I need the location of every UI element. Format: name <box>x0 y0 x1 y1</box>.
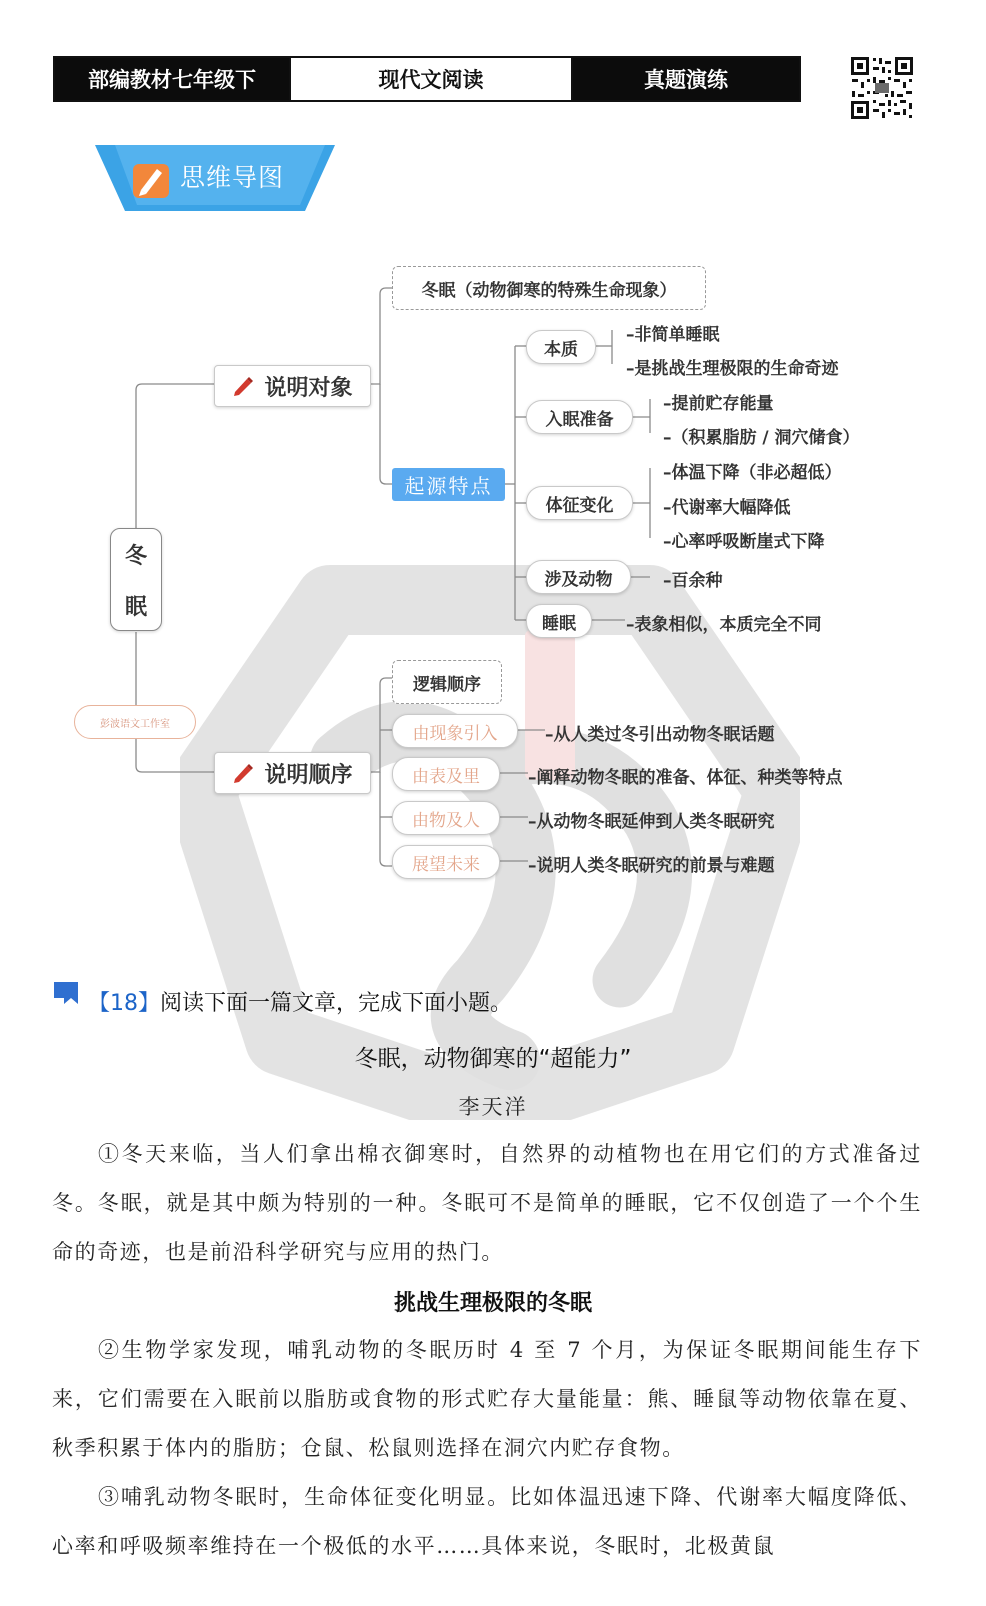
branch-explain-object <box>214 365 371 407</box>
leaf-prep-2: –（积累脂肪 / 洞穴储食） <box>663 428 860 448</box>
leaf-prep-1: –提前贮存能量 <box>663 394 774 414</box>
branch-explain-order <box>214 752 371 794</box>
leaf-vital-3: –心率呼吸断崖式下降 <box>663 532 825 552</box>
group-animals: 涉及动物 <box>526 560 631 594</box>
pencil-icon <box>232 762 254 784</box>
step-desc-2: –阐释动物冬眠的准备、体征、种类等特点 <box>528 768 843 788</box>
branch-explain-order-label: 说明顺序 <box>264 762 353 788</box>
question-number: 【18】 <box>88 991 160 1016</box>
section-title: 挑战生理极限的冬眠 <box>393 1291 592 1316</box>
logic-order-node: 逻辑顺序 <box>392 660 502 704</box>
step-phenomenon: 由现象引入 <box>392 714 518 748</box>
definition-node: 冬眠（动物御寒的特殊生命现象） <box>392 266 706 310</box>
step-desc-4: –说明人类冬眠研究的前景与难题 <box>528 856 775 876</box>
pencil-icon <box>232 375 254 397</box>
group-sleep: 睡眠 <box>526 604 592 638</box>
group-vital-signs: 体征变化 <box>526 486 633 520</box>
article-author: 李天洋 <box>458 1095 528 1119</box>
paragraph-2: ②生物学家发现，哺乳动物的冬眠历时 4 至 7 个月，为保证冬眠期间能生存下来，它们需要在入眠前以脂肪或食物的形式贮存大量能量：熊、睡鼠等动物依靠在夏、秋季积累于体内的脂肪；仓鼠、松鼠则选择在洞穴内贮存食物。 <box>52 1338 922 1460</box>
leaf-essence-1: –非简单睡眠 <box>626 325 720 345</box>
question-heading <box>52 986 512 1017</box>
root-char-1: 冬 <box>124 543 147 569</box>
step-desc-3: –从动物冬眠延伸到人类冬眠研究 <box>528 812 775 832</box>
leaf-essence-2: –是挑战生理极限的生命奇迹 <box>626 359 839 379</box>
studio-stamp: 彭波语文工作室 <box>74 705 196 739</box>
qr-code-icon[interactable] <box>849 55 915 121</box>
step-surface-to-core: 由表及里 <box>392 757 500 791</box>
root-char-2: 眠 <box>124 594 147 620</box>
question-prompt: 阅读下面一篇文章，完成下面小题。 <box>160 991 513 1016</box>
header-category: 现代文阅读 <box>289 58 573 100</box>
paragraph-1: ①冬天来临，当人们拿出棉衣御寒时，自然界的动植物也在用它们的方式准备过冬。冬眠，就是其中颇为特别的一种。冬眠可不是简单的睡眠，它不仅创造了一个个生命的奇迹，也是前沿科学研究与应用的热门。 <box>52 1142 922 1264</box>
step-future: 展望未来 <box>392 845 500 879</box>
header-section: 真题演练 <box>573 58 799 100</box>
article-title: 冬眠，动物御寒的“超能力” <box>354 1046 632 1072</box>
group-preparation: 入眠准备 <box>526 400 633 434</box>
leaf-sleep: –表象相似，本质完全不同 <box>626 615 822 635</box>
banner-label: 思维导图 <box>180 163 285 192</box>
group-essence: 本质 <box>526 330 596 364</box>
mindmap-root <box>110 528 162 631</box>
branch-explain-object-label: 说明对象 <box>264 375 353 401</box>
leaf-vital-2: –代谢率大幅降低 <box>663 498 791 518</box>
features-node: 起源特点 <box>392 468 505 501</box>
header-textbook: 部编教材七年级下 <box>55 58 289 100</box>
header-bar <box>53 56 801 102</box>
leaf-vital-1: –体温下降（非必超低） <box>663 463 842 483</box>
paragraph-3: ③哺乳动物冬眠时，生命体征变化明显。比如体温迅速下降、代谢率大幅度降低、心率和呼吸频率维持在一个极低的水平……具体来说，冬眠时，北极黄鼠 <box>52 1485 922 1558</box>
step-animals-to-humans: 由物及人 <box>392 801 500 835</box>
step-desc-1: –从人类过冬引出动物冬眠话题 <box>545 725 775 745</box>
leaf-animals: –百余种 <box>663 571 723 591</box>
